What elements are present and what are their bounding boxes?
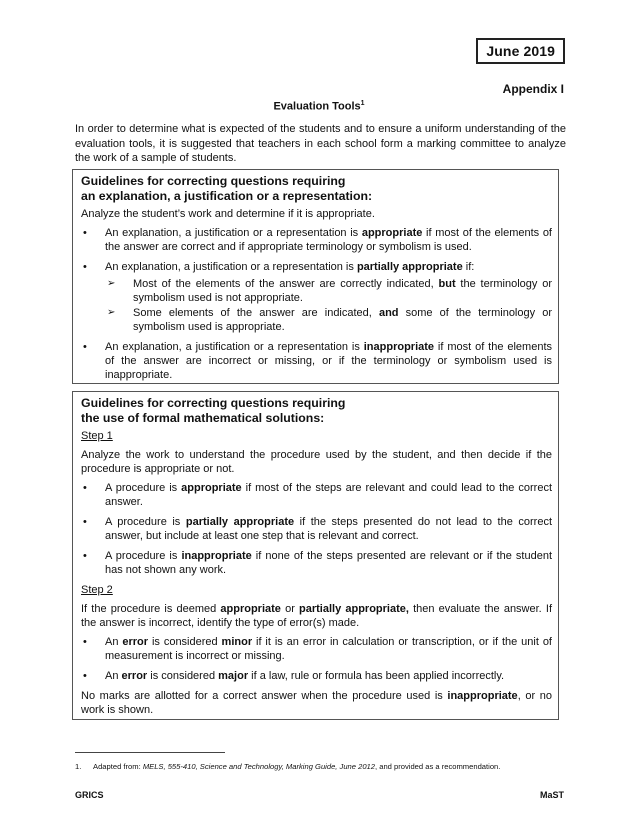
text: No marks are allotted for a correct answer when the procedure used is [81, 690, 448, 702]
text: An explanation, a justification or a representation is [105, 261, 357, 273]
text: some of the terminology or symbolism used is appropriate. [133, 307, 552, 333]
text: if most of the elements of the answer are correct and if appropriate terminology or symbolism is used. [105, 227, 552, 253]
step2-text [81, 602, 552, 630]
emphasis: and [378, 307, 399, 319]
emphasis: appropriate [220, 603, 281, 615]
text: An explanation, a justification or a representation is [105, 341, 364, 353]
emphasis: minor [221, 636, 253, 648]
bullet-icon: • [83, 670, 87, 682]
text: is considered [147, 670, 219, 682]
box2-heading [81, 396, 552, 426]
text: An [105, 636, 123, 648]
guidelines-box-solutions [72, 391, 559, 720]
step2-label: Step 2 [81, 584, 113, 596]
list-item [81, 515, 552, 543]
text: then evaluate the answer. If the answer is incorrect, identify the type of error(s) made. [81, 603, 552, 629]
text: or [280, 603, 300, 615]
emphasis: inappropriate [447, 690, 518, 702]
emphasis: error [122, 636, 149, 648]
bullet-icon: • [83, 341, 87, 353]
text: An [105, 670, 122, 682]
emphasis: partially appropriate [356, 261, 463, 273]
arrow-bullet-icon: ➢ [107, 278, 116, 289]
list-item [81, 669, 552, 683]
text: An explanation, a justification or a representation is [105, 227, 362, 239]
text: If the procedure is deemed [81, 603, 221, 615]
text: A procedure is [105, 482, 182, 494]
emphasis: major [218, 670, 249, 682]
emphasis: partially appropriate, [299, 603, 409, 615]
text: Some elements of the answer are indicated, [133, 307, 379, 319]
box1-lead: Analyze the student’s work and determine if it is appropriate. [81, 208, 375, 220]
page-title-text: Evaluation Tools [273, 100, 361, 113]
text: if a law, rule or formula has been applied incorrectly. [248, 670, 505, 682]
footnote-ref: 1 [360, 100, 365, 107]
emphasis: partially appropriate [185, 516, 295, 528]
list-item [81, 635, 552, 663]
text: Most of the elements of the answer are correctly indicated, [133, 278, 439, 290]
text: is considered [148, 636, 222, 648]
text: if: [462, 261, 475, 273]
footnote [75, 762, 500, 771]
list-item [81, 226, 552, 254]
footnote-source: MELS, 555-410, Science and Technology, Marking Guide, June 2012 [142, 762, 375, 771]
bullet-icon: • [83, 227, 87, 239]
list-item [81, 549, 552, 577]
list-item [81, 481, 552, 509]
emphasis: but [438, 278, 456, 290]
sub-list-item [107, 306, 552, 334]
intro-paragraph: In order to determine what is expected of the students and to ensure a uniform understanding of the evaluation tools, it is suggested that teachers in each school form a marking committee to analyze the work of a sample of students. [75, 123, 566, 164]
list-item [81, 260, 552, 274]
list-item [81, 340, 552, 382]
footer-program: MaST [539, 790, 564, 800]
box2-heading-line1: Guidelines for correcting questions requiring [81, 396, 346, 410]
text: if none of the steps presented are relevant or if the student has not shown any work. [105, 550, 552, 576]
bullet-icon: • [83, 636, 87, 648]
appendix-label: Appendix I [502, 82, 564, 96]
bullet-icon: • [83, 482, 87, 494]
date-badge: June 2019 [476, 38, 565, 64]
sub-list-item [107, 277, 552, 305]
text: if the steps presented do not lead to the correct answer, but include at least one step that is relevant and correct. [105, 516, 552, 542]
page-title [0, 100, 638, 113]
emphasis: inappropriate [363, 341, 435, 353]
emphasis: appropriate [181, 482, 242, 494]
step1-text: Analyze the work to understand the procedure used by the student, and then decide if the procedure is appropriate or not. [81, 449, 552, 475]
bullet-icon: • [83, 516, 87, 528]
footer-publisher: GRICS [75, 790, 104, 800]
text: A procedure is [105, 550, 182, 562]
box1-heading-line2: an explanation, a justification or a representation: [81, 189, 373, 203]
guidelines-box-explanation [72, 169, 559, 384]
text: , or no work is shown. [81, 690, 552, 716]
final-note [81, 689, 552, 717]
footnote-post: , and provided as a recommendation. [375, 762, 501, 771]
text: if most of the elements of the answer are incorrect or missing, or if the terminology or symbolism used is inappropriate. [105, 341, 552, 381]
text: if most of the steps are relevant and could lead to the correct answer. [105, 482, 553, 508]
text: the terminology or symbolism used is not appropriate. [133, 278, 552, 304]
text: A procedure is [105, 516, 186, 528]
emphasis: inappropriate [181, 550, 252, 562]
emphasis: appropriate [361, 227, 423, 239]
text: if it is an error in calculation or transcription, or if the unit of measurement is incorrect or missing. [105, 636, 552, 662]
emphasis: error [121, 670, 148, 682]
bullet-icon: • [83, 550, 87, 562]
box1-heading [81, 174, 552, 204]
footnote-divider [75, 752, 225, 753]
step1-label: Step 1 [81, 430, 113, 442]
box1-heading-line1: Guidelines for correcting questions requiring [81, 174, 346, 188]
box2-heading-line2: the use of formal mathematical solutions: [81, 411, 325, 425]
footnote-number: 1. [75, 762, 82, 771]
arrow-bullet-icon: ➢ [107, 307, 116, 318]
footnote-pre: Adapted from: [93, 762, 143, 771]
bullet-icon: • [83, 261, 87, 273]
